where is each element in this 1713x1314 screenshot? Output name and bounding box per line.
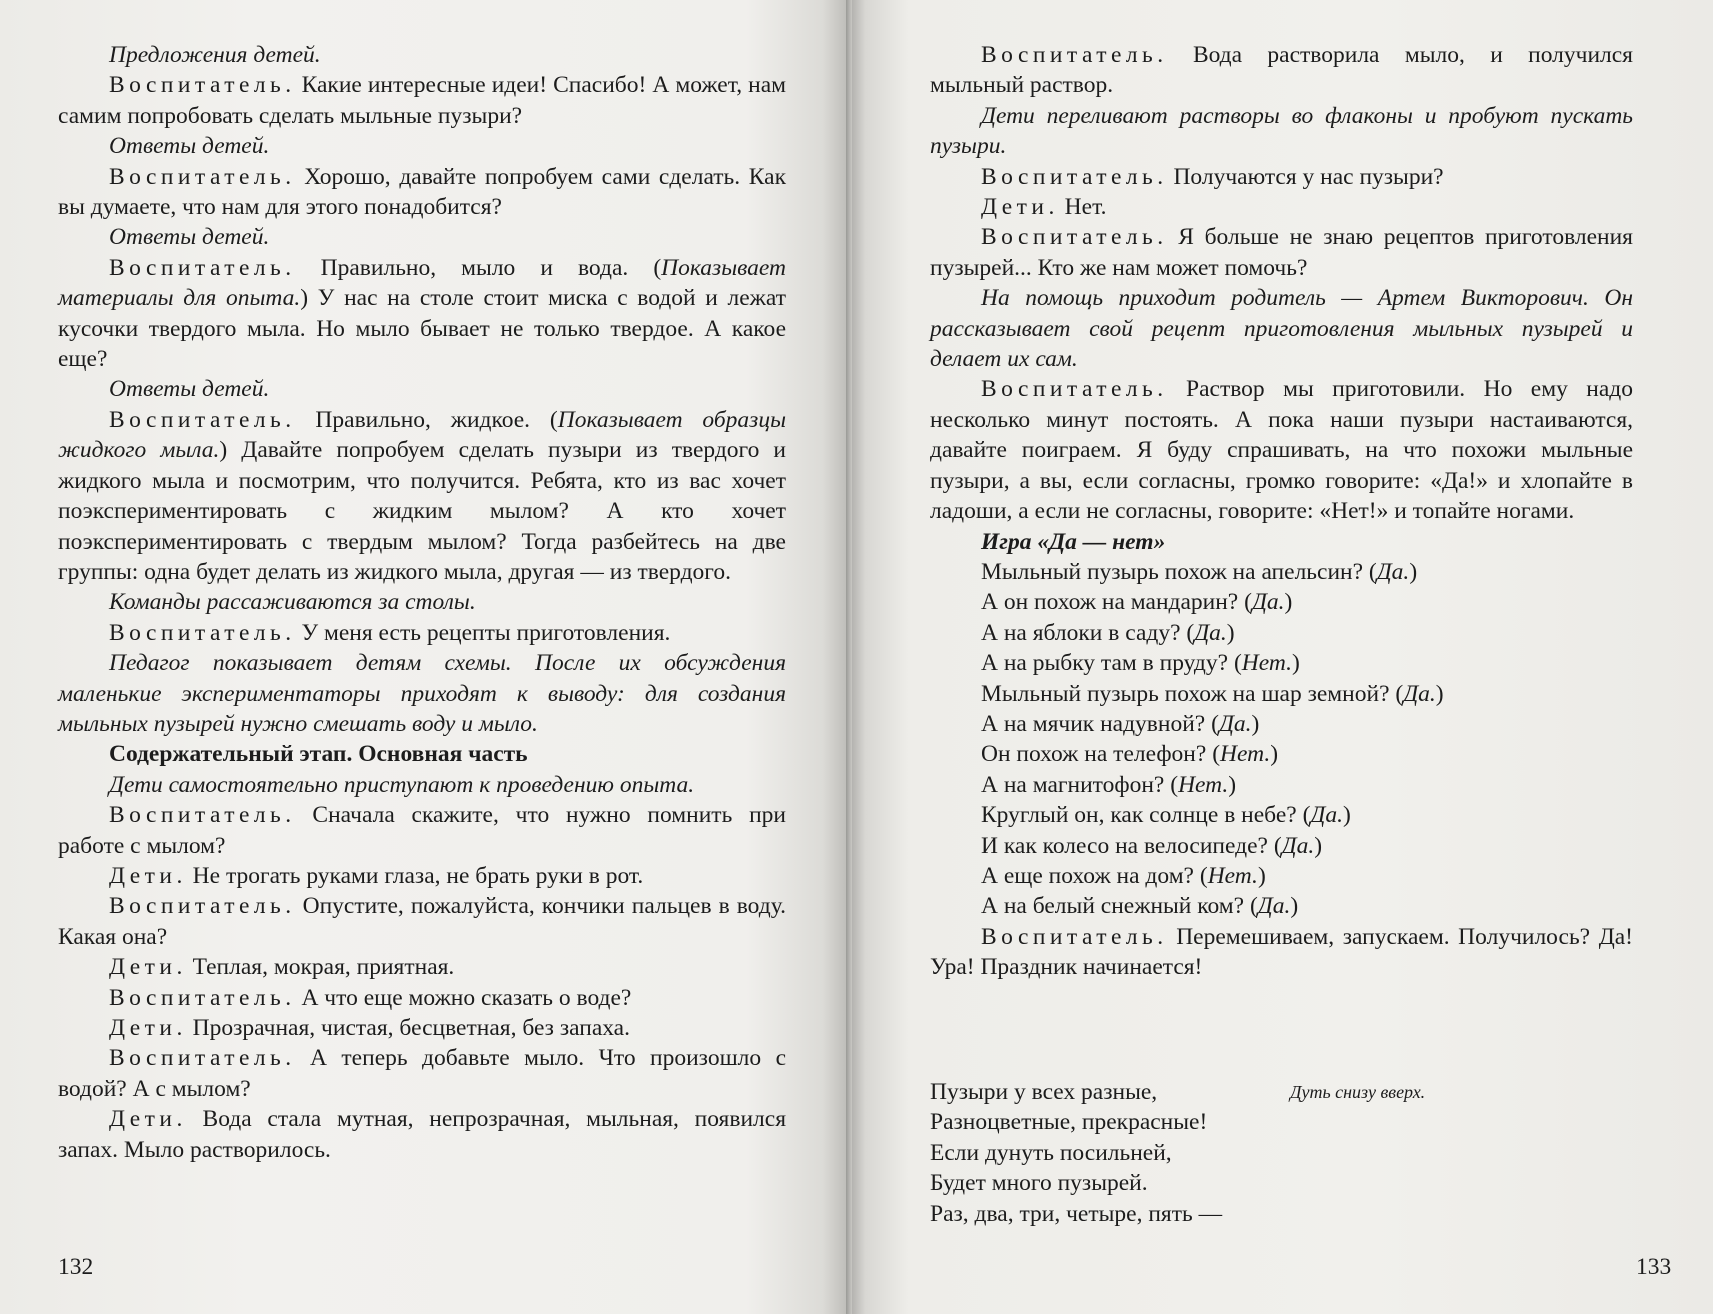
poem-line: Раз, два, три, четыре, пять — (930, 1200, 1223, 1227)
speech-text: Теплая, мокрая, приятная. (192, 954, 455, 981)
game-answer: Да. (1310, 802, 1343, 829)
game-line: Круглый он, как солнце в небе? (Да.) (981, 802, 1351, 829)
game-question: А на белый снежный ком? (981, 893, 1245, 920)
stage-direction-text: Педагог показывает детям схемы. После их обсуждения маленькие экспериментаторы приходят к выводу: для создания мыльных пузырей нужно смешать воду и мыло. (58, 650, 786, 737)
left-page-number: 132 (58, 1254, 94, 1280)
dialogue-line (58, 1104, 786, 1165)
section-heading (58, 739, 786, 769)
game-line: А он похож на мандарин? (Да.) (981, 589, 1293, 616)
speaker-label: Воспитатель. (981, 376, 1168, 403)
stage-direction (58, 648, 786, 739)
game-question: Мыльный пузырь похож на шар земной? (981, 680, 1390, 707)
speech-text: Раствор мы приготовили. Но ему надо несколько минут постоять. А пока наши пузыри настаиваются, давайте поиграем. Я буду спрашивать, на что похожи мыльные пузыри, а вы, если согласны, громко говорите: «Да!» и хлопайте в ладоши, а если не согласны, говорите: «Нет!» и топайте ногами. (930, 376, 1633, 525)
speech-text: А что еще можно сказать о воде? (301, 984, 632, 1011)
stage-direction-text: Дети самостоятельно приступают к проведению опыта. (109, 771, 695, 798)
game-line: А на яблоки в саду? (Да.) (981, 619, 1235, 646)
game-question: А на магнитофон? (981, 771, 1165, 798)
game-answer: Да. (1251, 589, 1285, 616)
speaker-label: Воспитатель. (109, 406, 296, 433)
game-question: А на яблоки в саду? (981, 619, 1181, 646)
game-heading (930, 527, 1633, 557)
poem-line: Если дунуть посильней, (930, 1139, 1172, 1166)
dialogue-line (58, 952, 786, 982)
dialogue-line (58, 983, 786, 1013)
speaker-label: Дети. (109, 954, 187, 981)
poem-line: Будет много пузырей. (930, 1170, 1148, 1197)
stage-direction (58, 587, 786, 617)
dialogue-line (58, 1043, 786, 1104)
dialogue-line (930, 40, 1633, 101)
game-question: А еще похож на дом? (981, 862, 1194, 889)
speaker-label: Воспитатель. (981, 163, 1168, 190)
dialogue-line (930, 374, 1633, 526)
stage-direction: Показывает материалы для опыта. (58, 254, 787, 312)
speaker-label: Воспитатель. (109, 893, 296, 920)
poem-line: Разноцветные, прекрасные! (930, 1109, 1208, 1136)
game-question: А он похож на мандарин? (981, 589, 1239, 616)
game-line: И как колесо на велосипеде? (Да.) (981, 832, 1323, 859)
speaker-label: Воспитатель. (109, 163, 296, 190)
poem (930, 1077, 1633, 1229)
right-page-text (930, 40, 1633, 983)
speech-text: Правильно, мыло и вода. ( (320, 254, 662, 281)
dialogue-line (58, 70, 786, 131)
speaker-label: Дети. (109, 1106, 187, 1133)
speaker-label: Дети. (109, 862, 187, 889)
game-question: Он похож на телефон? (981, 741, 1207, 768)
speech-text: Хорошо, давайте попробуем сами сделать. Как вы думаете, что нам для этого понадобится? (58, 163, 786, 221)
game-answer: Нет. (1241, 650, 1292, 677)
speaker-label: Воспитатель. (109, 1045, 296, 1072)
stage-direction-text: Ответы детей. (109, 224, 270, 251)
speech-text: Вода стала мутная, непрозрачная, мыльная, появился запах. Мыло растворилось. (58, 1106, 787, 1163)
dialogue-line (58, 800, 786, 861)
game-line: А на рыбку там в пруду? (Нет.) (981, 650, 1300, 677)
game-line: А на белый снежный ком? (Да.) (981, 893, 1299, 920)
left-page-text (58, 40, 786, 1165)
right-page-number: 133 (1636, 1254, 1672, 1280)
game-answer: Да. (1257, 893, 1291, 920)
poem-stage-note: Дуть снизу вверх. (1290, 1082, 1426, 1102)
game-answer: Да. (1376, 558, 1410, 585)
stage-direction (930, 101, 1633, 162)
speaker-label: Воспитатель. (109, 984, 296, 1011)
speaker-label: Воспитатель. (981, 923, 1168, 950)
game-line: Он похож на телефон? (Нет.) (981, 741, 1279, 768)
game-question: И как колесо на велосипеде? (981, 832, 1268, 859)
stage-direction (58, 40, 786, 70)
game-line: Мыльный пузырь похож на апельсин? (Да.) (981, 558, 1418, 585)
speaker-label: Дети. (981, 194, 1059, 221)
speech-text: Вода растворила мыло, и получился мыльный раствор. (930, 42, 1633, 99)
game-answer: Да. (1403, 680, 1436, 707)
speech-text: У меня есть рецепты приготовления. (301, 619, 671, 646)
speaker-label: Воспитатель. (109, 802, 296, 829)
game-line: Мыльный пузырь похож на шар земной? (Да.) (981, 680, 1444, 707)
stage-direction (58, 770, 786, 800)
speaker-label: Дети. (109, 1015, 187, 1041)
game-heading-text: Игра «Да — нет» (981, 528, 1166, 555)
game-line: А на магнитофон? (Нет.) (981, 771, 1237, 798)
game-line: А еще похож на дом? (Нет.) (981, 862, 1266, 889)
dialogue-line (58, 162, 786, 223)
poem-line: Пузыри у всех разные, (930, 1079, 1158, 1105)
game-line: А на мячик надувной? (Да.) (981, 710, 1260, 737)
section-heading-text: Содержательный этап. Основная часть (109, 741, 528, 768)
stage-direction-text: Предложения детей. (109, 42, 321, 68)
game-question: Мыльный пузырь похож на апельсин? (981, 558, 1364, 585)
stage-direction (930, 283, 1633, 374)
right-page (848, 0, 1713, 1314)
dialogue-line (58, 861, 786, 891)
stage-direction-text: На помощь приходит родитель — Артем Викторович. Он рассказывает свой рецепт приготовления мыльных пузырей и делает их сам. (930, 285, 1633, 373)
game-question: А на рыбку там в пруду? (981, 650, 1229, 677)
stage-direction (58, 374, 786, 404)
dialogue-line (58, 891, 786, 952)
speech-text: Я больше не знаю рецептов приготовления пузырей... Кто же нам может помочь? (930, 224, 1633, 281)
game-answer: Да. (1281, 832, 1315, 859)
speaker-label: Воспитатель. (981, 224, 1168, 251)
speech-text: ) Давайте попробуем сделать пузыри из твердого и жидкого мыла и посмотрим, что получится. Ребята, кто из вас хочет поэкспериментировать с жидким мылом? А кто хочет поэкспериментировать с твердым мылом? Тогда разбейтесь на две группы: одна будет делать из жидкого мыла, другая — из твердого. (58, 437, 786, 585)
left-page (0, 0, 848, 1314)
speech-text: ) У нас на столе стоит миска с водой и лежат кусочки твердого мыла. Но мыло бывает не только твердое. А какое еще? (58, 285, 786, 373)
speaker-label: Воспитатель. (109, 254, 296, 281)
game-question: Круглый он, как солнце в небе? (981, 802, 1297, 829)
speaker-label: Воспитатель. (109, 72, 296, 99)
speech-text: Правильно, жидкое. ( (315, 406, 558, 433)
game-answer: Да. (1194, 619, 1227, 646)
game-answer: Нет. (1178, 771, 1229, 798)
speech-text: Нет. (1064, 194, 1107, 221)
speaker-label: Воспитатель. (981, 42, 1168, 68)
stage-direction (58, 131, 786, 161)
stage-direction-text: Команды рассаживаются за столы. (109, 589, 476, 616)
game-answer: Да. (1218, 710, 1252, 737)
speech-text: Какие интересные идеи! Спасибо! А может, нам самим попробовать сделать мыльные пузыри? (58, 72, 786, 129)
game-question: А на мячик надувной? (981, 710, 1206, 737)
dialogue-line (930, 162, 1633, 192)
speech-text: Прозрачная, чистая, бесцветная, без запаха. (192, 1015, 630, 1041)
dialogue-line (930, 192, 1633, 222)
speech-text: Опустите, пожалуйста, кончики пальцев в воду. Какая она? (58, 893, 786, 950)
speech-text: Не трогать руками глаза, не брать руки в рот. (192, 862, 644, 889)
dialogue-line (58, 618, 786, 648)
stage-direction: Показывает образцы жидкого мыла. (58, 406, 787, 464)
speaker-label: Воспитатель. (109, 619, 296, 646)
dialogue-line (930, 222, 1633, 283)
speech-text: Перемешиваем, запускаем. Получилось? Да! Ура! Праздник начинается! (930, 923, 1633, 981)
stage-direction-text: Ответы детей. (109, 376, 270, 403)
dialogue-line (58, 1013, 786, 1043)
dialogue-line (58, 405, 786, 587)
game-answer: Нет. (1220, 741, 1271, 768)
stage-direction (58, 222, 786, 252)
dialogue-line (930, 922, 1633, 983)
speech-text: Сначала скажите, что нужно помнить при работе с мылом? (58, 802, 786, 859)
game-answer: Нет. (1207, 862, 1258, 889)
speech-text: А теперь добавьте мыло. Что произошло с водой? А с мылом? (58, 1045, 787, 1102)
book-spine (846, 0, 852, 1314)
stage-direction-text: Дети переливают растворы во флаконы и пробуют пускать пузыри. (930, 102, 1633, 160)
stage-direction-text: Ответы детей. (109, 133, 270, 160)
dialogue-line (58, 253, 786, 375)
speech-text: Получаются у нас пузыри? (1173, 163, 1444, 190)
